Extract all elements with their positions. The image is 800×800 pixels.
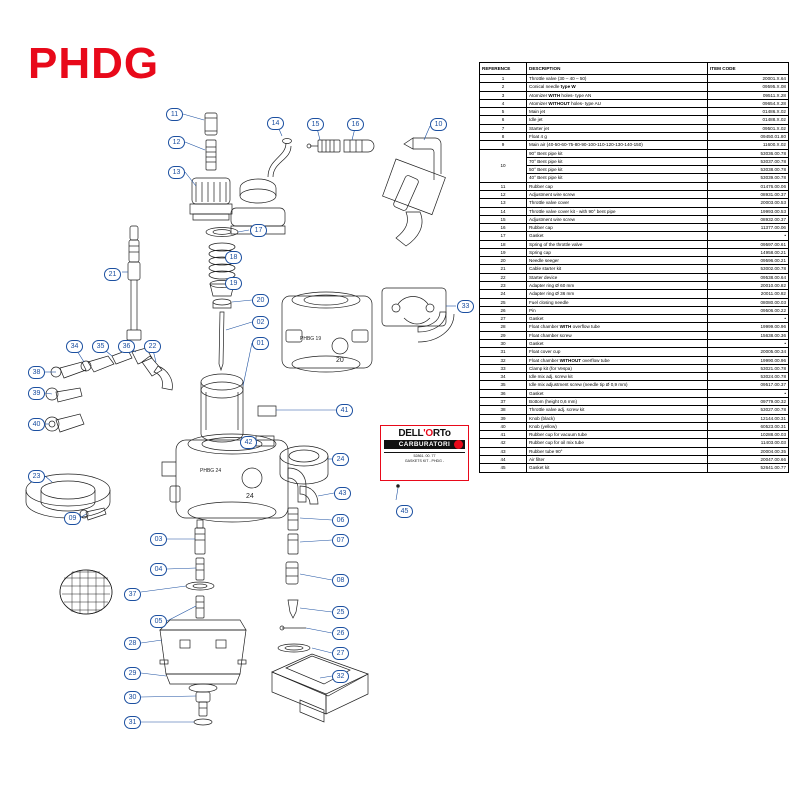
- table-row: [480, 439, 789, 447]
- cell-reference: 24: [480, 290, 527, 298]
- badge-footer-label: GASKETS KIT - PHDG -: [404, 459, 445, 463]
- cell-description: Needle seeger: [527, 257, 708, 265]
- cell-item-code: 12144.00.31: [708, 414, 789, 422]
- table-row: [480, 207, 789, 215]
- callout-38: 38: [28, 366, 45, 379]
- cell-reference: 16: [480, 224, 527, 232]
- parts-table-body: [480, 75, 789, 473]
- cell-description: Idle mix adj. screw kit: [527, 373, 708, 381]
- cell-item-code: 19990.00.96: [708, 356, 789, 364]
- badge-brand-left: DELL: [398, 428, 424, 439]
- cell-description: Cable starter kit: [527, 265, 708, 273]
- cell-description: Conical needle type W: [527, 83, 708, 91]
- cell-description: Rubber cup for vacuum tube: [527, 431, 708, 439]
- table-row: [480, 447, 789, 455]
- table-row: [480, 340, 789, 348]
- cell-reference: 40: [480, 422, 527, 430]
- table-row: [480, 406, 789, 414]
- cell-item-code: 53002.00.78: [708, 265, 789, 273]
- table-row: [480, 389, 789, 397]
- badge-red-dot: [454, 440, 463, 449]
- table-row: [480, 224, 789, 232]
- table-row: [480, 364, 789, 372]
- cell-item-code: 11600.X.02: [708, 141, 789, 149]
- cell-item-code: 53021.00.78: [708, 364, 789, 372]
- cell-description: Throttle valve cover kit - with 90° bent pipe: [527, 207, 708, 215]
- cell-description: Float chamber screw: [527, 331, 708, 339]
- callout-19: 19: [225, 277, 242, 290]
- cell-item-code: 08932.00.37: [708, 215, 789, 223]
- cell-reference: 38: [480, 406, 527, 414]
- cell-item-code: 53039.00.78: [708, 174, 789, 182]
- cell-description: Atomizer WITH holes- type AN: [527, 91, 708, 99]
- callout-05: 05: [150, 615, 167, 628]
- callout-42: 42: [240, 436, 257, 449]
- cell-description: Rubber tube 90°: [527, 447, 708, 455]
- cell-item-code: 20005.00.34: [708, 348, 789, 356]
- cell-reference: 43: [480, 447, 527, 455]
- cell-description: Air filter: [527, 455, 708, 463]
- table-row: [480, 455, 789, 463]
- table-row: [480, 108, 789, 116]
- table-row: [480, 306, 789, 314]
- callout-24: 24: [332, 453, 349, 466]
- cell-description: Rubber cup for oil mix tube: [527, 439, 708, 447]
- cell-item-code: 53037.00.78: [708, 157, 789, 165]
- table-row: [480, 315, 789, 323]
- callout-41: 41: [336, 404, 353, 417]
- table-row: [480, 356, 789, 364]
- cell-item-code: 15638.00.36: [708, 331, 789, 339]
- table-row: [480, 116, 789, 124]
- badge-footer: [384, 452, 465, 464]
- cell-item-code: •: [708, 389, 789, 397]
- cell-description: Starter device: [527, 273, 708, 281]
- cell-reference: 10: [480, 149, 527, 182]
- cell-reference: 25: [480, 298, 527, 306]
- cell-item-code: •: [708, 315, 789, 323]
- table-row: [480, 166, 789, 174]
- cell-item-code: 60523.00.31: [708, 422, 789, 430]
- cell-item-code: 09506.00.22: [708, 306, 789, 314]
- callout-28: 28: [124, 637, 141, 650]
- cell-description: Pin: [527, 306, 708, 314]
- callout-32: 32: [332, 670, 349, 683]
- table-row: [480, 397, 789, 405]
- cell-item-code: 20003.00.53: [708, 199, 789, 207]
- cell-item-code: •: [708, 340, 789, 348]
- table-row: [480, 282, 789, 290]
- cell-reference: 36: [480, 389, 527, 397]
- cell-description: 40° Bent pipe kit: [527, 174, 708, 182]
- table-row: [480, 199, 789, 207]
- callout-13: 13: [168, 166, 185, 179]
- cell-item-code: 52641.00.77: [708, 464, 789, 472]
- cell-reference: 29: [480, 331, 527, 339]
- cell-reference: 3: [480, 91, 527, 99]
- cell-reference: 7: [480, 124, 527, 132]
- cell-item-code: 20010.00.82: [708, 282, 789, 290]
- cell-reference: 32: [480, 356, 527, 364]
- callout-39: 39: [28, 387, 45, 400]
- table-row: [480, 323, 789, 331]
- cell-item-code: 19999.00.96: [708, 323, 789, 331]
- cell-description: Spring cap: [527, 248, 708, 256]
- callout-36: 36: [118, 340, 135, 353]
- cell-reference: 13: [480, 199, 527, 207]
- cell-reference: 41: [480, 431, 527, 439]
- cell-reference: 26: [480, 306, 527, 314]
- svg-text:20: 20: [336, 357, 344, 364]
- cell-description: Adjustment wire screw: [527, 215, 708, 223]
- table-row: [480, 464, 789, 472]
- table-row: [480, 414, 789, 422]
- cell-item-code: 01486.X.02: [708, 108, 789, 116]
- cell-reference: 14: [480, 207, 527, 215]
- badge-brand: [384, 428, 465, 439]
- table-row: [480, 124, 789, 132]
- cell-item-code: 09538.00.64: [708, 273, 789, 281]
- badge-brand-right: RTo: [432, 428, 451, 439]
- table-row: [480, 273, 789, 281]
- cell-reference: 18: [480, 240, 527, 248]
- callout-01: 01: [252, 337, 269, 350]
- cell-description: Float chamber WITH overflow tube: [527, 323, 708, 331]
- callout-07: 07: [332, 534, 349, 547]
- column-header-description: DESCRIPTION: [527, 63, 708, 75]
- callout-17: 17: [250, 224, 267, 237]
- cell-description: Gasket: [527, 389, 708, 397]
- cell-description: Rubber cap: [527, 224, 708, 232]
- cell-reference: 9: [480, 141, 527, 149]
- table-row: [480, 190, 789, 198]
- cell-description: Gasket: [527, 232, 708, 240]
- cell-item-code: 53027.00.78: [708, 406, 789, 414]
- cell-description: Throttle valve adj. screw kit: [527, 406, 708, 414]
- callout-02: 02: [252, 316, 269, 329]
- cell-reference: 20: [480, 257, 527, 265]
- table-row: [480, 298, 789, 306]
- svg-text:24: 24: [246, 493, 254, 500]
- table-row: [480, 373, 789, 381]
- table-row: [480, 431, 789, 439]
- cell-reference: 28: [480, 323, 527, 331]
- table-row: [480, 157, 789, 165]
- cell-item-code: 09501.X.02: [708, 124, 789, 132]
- table-row: [480, 248, 789, 256]
- dellorto-gasket-kit-badge: [380, 425, 469, 481]
- cell-reference: 30: [480, 340, 527, 348]
- callout-45: 45: [396, 505, 413, 518]
- callout-40: 40: [28, 418, 45, 431]
- cell-description: Idle jet: [527, 116, 708, 124]
- cell-reference: 6: [480, 116, 527, 124]
- callout-22: 22: [144, 340, 161, 353]
- table-row: [480, 348, 789, 356]
- callout-30: 30: [124, 691, 141, 704]
- cell-item-code: 09779.00.32: [708, 397, 789, 405]
- callout-37: 37: [124, 588, 141, 601]
- callout-27: 27: [332, 647, 349, 660]
- cell-item-code: 14958.00.21: [708, 248, 789, 256]
- cell-reference: 45: [480, 464, 527, 472]
- cell-description: Gasket kit: [527, 464, 708, 472]
- cell-item-code: •: [708, 232, 789, 240]
- cell-reference: 4: [480, 99, 527, 107]
- cell-item-code: 19993.00.53: [708, 207, 789, 215]
- cell-reference: 42: [480, 439, 527, 447]
- cell-reference: 23: [480, 282, 527, 290]
- cell-reference: 27: [480, 315, 527, 323]
- table-row: [480, 265, 789, 273]
- callout-08: 08: [332, 574, 349, 587]
- cell-reference: 33: [480, 364, 527, 372]
- callout-04: 04: [150, 563, 167, 576]
- cell-description: Gasket: [527, 315, 708, 323]
- cell-item-code: 09450.01.80: [708, 132, 789, 140]
- cell-item-code: 20011.00.82: [708, 290, 789, 298]
- cell-description: Throttle valve (30 – 40 – 50): [527, 75, 708, 83]
- cell-description: Idle mix adjustment screw (needle tip Ø 0,9 mm): [527, 381, 708, 389]
- cell-item-code: 09597.00.61: [708, 240, 789, 248]
- table-row: [480, 290, 789, 298]
- callout-25: 25: [332, 606, 349, 619]
- cell-item-code: 53038.00.78: [708, 166, 789, 174]
- callout-35: 35: [92, 340, 109, 353]
- cell-item-code: 53024.00.78: [708, 373, 789, 381]
- callout-20: 20: [252, 294, 269, 307]
- cell-reference: 21: [480, 265, 527, 273]
- table-row: [480, 99, 789, 107]
- callout-14: 14: [267, 117, 284, 130]
- cell-description: Knob (black): [527, 414, 708, 422]
- cell-reference: 37: [480, 397, 527, 405]
- badge-brand-apostrophe-o: 'O: [423, 428, 433, 439]
- callout-26: 26: [332, 627, 349, 640]
- table-row: [480, 240, 789, 248]
- badge-footer-code: 52861. 00. 77: [413, 454, 436, 458]
- table-row: [480, 75, 789, 83]
- cell-description: 90° Bent pipe kit: [527, 149, 708, 157]
- cell-item-code: 08080.00.03: [708, 298, 789, 306]
- svg-text:PHBG 19: PHBG 19: [300, 336, 322, 342]
- table-header-row: [480, 63, 789, 75]
- cell-reference: 39: [480, 414, 527, 422]
- cell-description: Main air (40-50-60-75-80-90-100-110-120-130-140-150): [527, 141, 708, 149]
- cell-description: Starter jet: [527, 124, 708, 132]
- cell-description: Clamp kit (for Vespa): [527, 364, 708, 372]
- table-row: [480, 174, 789, 182]
- callout-33: 33: [457, 300, 474, 313]
- cell-item-code: 09511.X.28: [708, 91, 789, 99]
- cell-item-code: 09654.X.28: [708, 99, 789, 107]
- callout-23: 23: [28, 470, 45, 483]
- cell-item-code: 01488.X.02: [708, 116, 789, 124]
- callout-06: 06: [332, 514, 349, 527]
- table-row: [480, 83, 789, 91]
- column-header-item-code: ITEM CODE: [708, 63, 789, 75]
- cell-reference: 34: [480, 373, 527, 381]
- cell-item-code: 08931.00.37: [708, 190, 789, 198]
- cell-item-code: 20001.X.64: [708, 75, 789, 83]
- table-row: [480, 257, 789, 265]
- cell-item-code: 11377.00.06: [708, 224, 789, 232]
- cell-reference: 5: [480, 108, 527, 116]
- cell-item-code: 01476.00.06: [708, 182, 789, 190]
- table-row: [480, 182, 789, 190]
- cell-reference: 44: [480, 455, 527, 463]
- table-row: [480, 149, 789, 157]
- cell-description: Bottom (height 0,6 mm): [527, 397, 708, 405]
- cell-reference: 8: [480, 132, 527, 140]
- table-row: [480, 215, 789, 223]
- callout-18: 18: [225, 251, 242, 264]
- table-row: [480, 381, 789, 389]
- badge-subtitle-text: CARBURATORI: [398, 441, 451, 448]
- cell-description: Adapter ring Ø 36 mm: [527, 290, 708, 298]
- svg-text:PHBG 24: PHBG 24: [200, 468, 222, 474]
- cell-reference: 15: [480, 215, 527, 223]
- cell-item-code: 53036.00.78: [708, 149, 789, 157]
- callout-31: 31: [124, 716, 141, 729]
- cell-item-code: 11403.00.03: [708, 439, 789, 447]
- cell-reference: 11: [480, 182, 527, 190]
- callout-16: 16: [347, 118, 364, 131]
- cell-description: Gasket: [527, 340, 708, 348]
- cell-description: Spring of the throttle valve: [527, 240, 708, 248]
- cell-description: Float chamber WITHOUT overflow tube: [527, 356, 708, 364]
- callout-11: 11: [166, 108, 183, 121]
- callout-43: 43: [334, 487, 351, 500]
- callout-21: 21: [104, 268, 121, 281]
- cell-description: Adapter ring Ø 60 mm: [527, 282, 708, 290]
- column-header-reference: REFERENCE: [480, 63, 527, 75]
- cell-item-code: 20047.00.66: [708, 455, 789, 463]
- callout-03: 03: [150, 533, 167, 546]
- cell-description: Float cover cup: [527, 348, 708, 356]
- cell-reference: 12: [480, 190, 527, 198]
- cell-description: 70° Bent pipe kit: [527, 157, 708, 165]
- table-row: [480, 422, 789, 430]
- cell-description: Knob (yellow): [527, 422, 708, 430]
- phdg-logo: PHDG: [28, 39, 160, 88]
- cell-description: 50° Bent pipe kit: [527, 166, 708, 174]
- table-row: [480, 132, 789, 140]
- parts-table-head: [480, 63, 789, 75]
- cell-description: Main jet: [527, 108, 708, 116]
- cell-reference: 22: [480, 273, 527, 281]
- cell-reference: 19: [480, 248, 527, 256]
- callout-10: 10: [430, 118, 447, 131]
- cell-reference: 1: [480, 75, 527, 83]
- cell-item-code: 09517.00.37: [708, 381, 789, 389]
- cell-description: Float 4 g: [527, 132, 708, 140]
- cell-description: Atomizer WITHOUT holes- type AU: [527, 99, 708, 107]
- cell-description: Adjustment wire screw: [527, 190, 708, 198]
- table-row: [480, 141, 789, 149]
- cell-reference: 2: [480, 83, 527, 91]
- parts-table-wrapper: [479, 62, 786, 473]
- table-row: [480, 91, 789, 99]
- cell-description: Fuel closing needle: [527, 298, 708, 306]
- callout-34: 34: [66, 340, 83, 353]
- badge-subtitle: [384, 440, 465, 449]
- callout-15: 15: [307, 118, 324, 131]
- cell-item-code: 09595.X.08: [708, 83, 789, 91]
- cell-item-code: 09596.00.21: [708, 257, 789, 265]
- table-row: [480, 232, 789, 240]
- callout-12: 12: [168, 136, 185, 149]
- cell-reference: 35: [480, 381, 527, 389]
- callout-09: 09: [64, 512, 81, 525]
- cell-item-code: 10288.00.03: [708, 431, 789, 439]
- cell-reference: 17: [480, 232, 527, 240]
- cell-item-code: 20004.00.35: [708, 447, 789, 455]
- cell-description: Rubber cap: [527, 182, 708, 190]
- parts-table: [479, 62, 789, 473]
- cell-reference: 31: [480, 348, 527, 356]
- table-row: [480, 331, 789, 339]
- cell-description: Throttle valve cover: [527, 199, 708, 207]
- callout-29: 29: [124, 667, 141, 680]
